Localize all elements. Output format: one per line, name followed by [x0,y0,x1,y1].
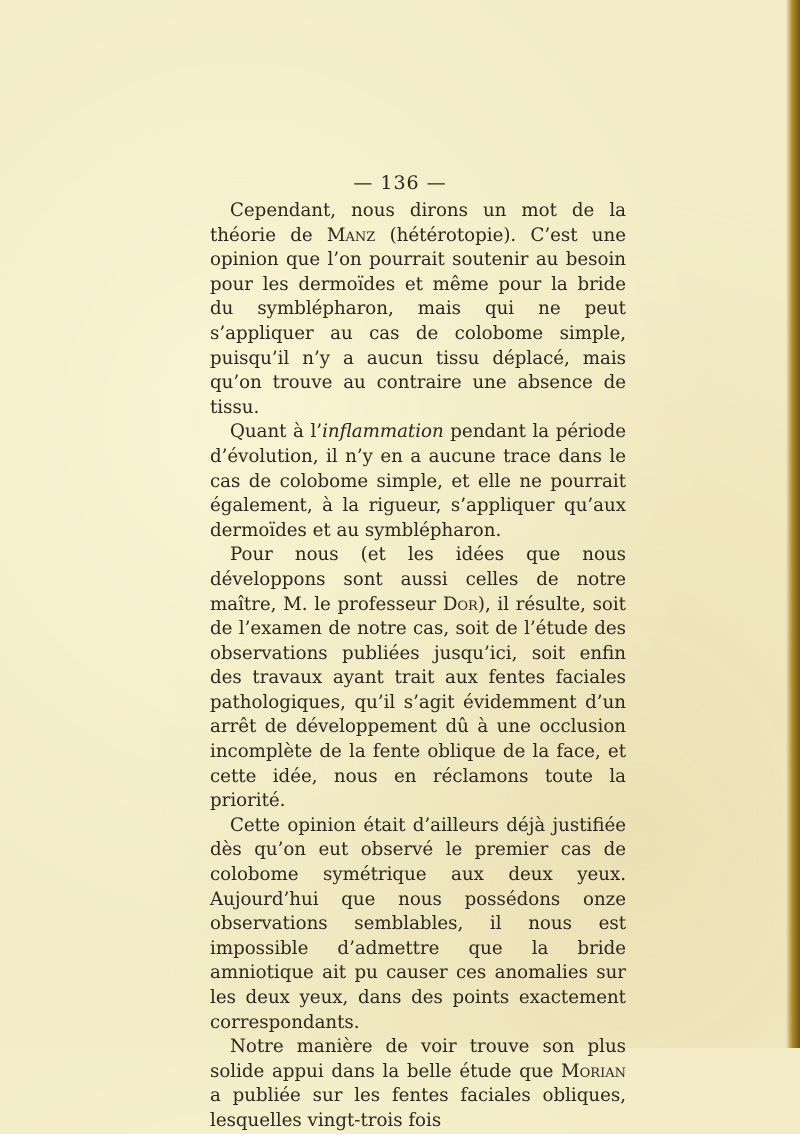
paragraph [210,814,626,1035]
paragraph [210,543,626,814]
text-run: Notre manière de voir trouve son plus solide appui dans la belle étude que [210,1036,626,1082]
author-name-manz: Manz [326,224,376,246]
page-edge [786,0,800,1048]
text-run: Pour nous (et les idées que nous développons sont aussi celles de notre maître, M. le professeur [210,544,626,615]
text-run: (hétérotopie). C’est une opinion que l’on pourrait soutenir au besoin pour les dermoïdes et même pour la bride du symblépharon, mais qui ne peut s’appliquer au cas de colobome simple, puisqu’il n’y a aucun tissu déplacé, mais qu’on trouve au contraire une absence de tissu. [210,224,626,418]
text-run: Cette opinion était d’ailleurs déjà justifiée dès qu’on eut observé le premier cas de colobome symétrique aux deux yeux. Aujourd’hui que nous possédons onze observations semblables, il nous est impossible d’admettre que la bride amniotique ait pu causer ces anomalies sur les deux yeux, dans des points exactement correspondants. [210,814,626,1033]
text-run: pendant la période d’évolution, il n’y en a aucune trace dans le cas de colobome simple, et elle ne pourrait également, à la rigueur, s’appliquer qu’aux dermoïdes et au symblépharon. [210,421,626,541]
paragraph [210,1035,626,1133]
author-name-dor: Dor [442,593,478,615]
page-number: — 136 — [353,172,447,194]
paragraph [210,420,626,543]
body-text [210,199,626,1134]
text-run: a publiée sur les fentes faciales obliques, lesquelles vingt-trois fois [210,1085,626,1131]
text-run: Quant à l’ [230,421,323,443]
author-name-morian: Morian [561,1060,626,1082]
paragraph [210,199,626,420]
italic-term: inflammation [322,421,444,443]
text-run: ), il résulte, soit de l’examen de notre cas, soit de l’étude des observations publiées jusqu’ici, soit enfin des travaux ayant trait aux fentes faciales pathologiques, qu’il s’agit évidemment d’un arrêt de développement dû à une occlusion incomplète de la fente oblique de la face, et cette idée, nous en réclamons toute la priorité. [210,593,626,812]
text-run: Cependant, nous dirons un mot de la théorie de [210,200,626,246]
